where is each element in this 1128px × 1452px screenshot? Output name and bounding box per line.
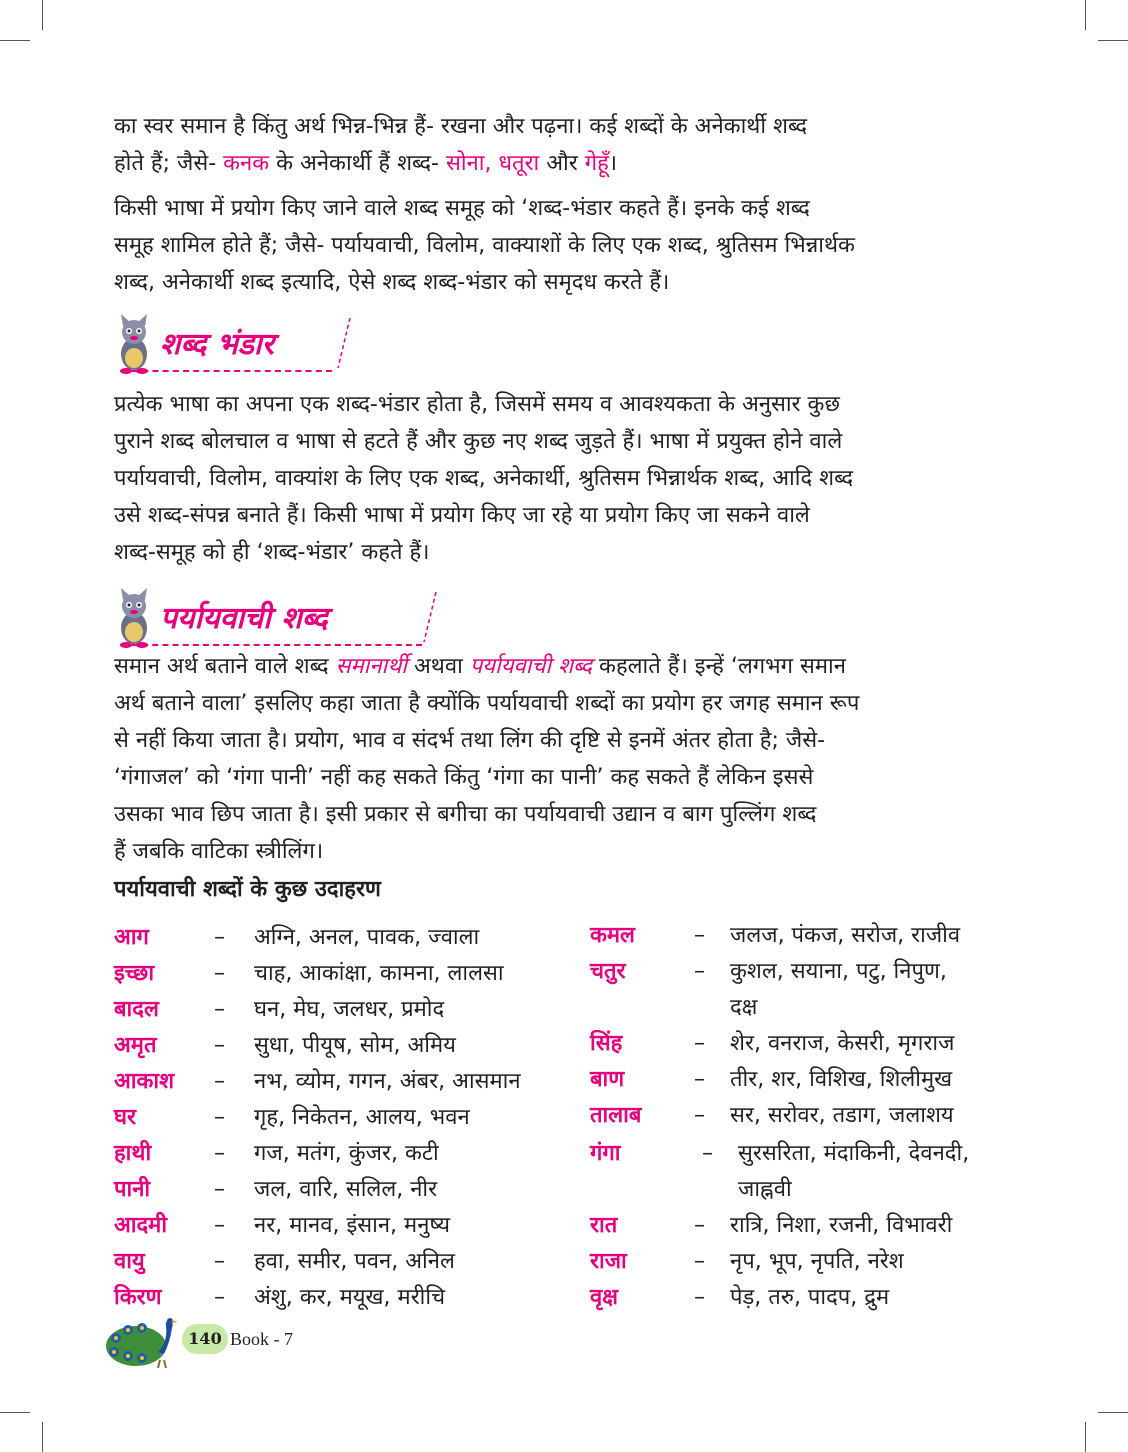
synonym-dash: – [694, 959, 705, 984]
text-line: किसी भाषा में प्रयोग किए जाने वाले शब्द समूह को ‘शब्द-भंडार कहते हैं। इनके कई शब्द [114, 196, 810, 221]
text-line: अर्थ बताने वाला’ इसलिए कहा जाता है क्योंकि पर्यायवाची शब्दों का प्रयोग हर जगह समान रूप [114, 691, 860, 716]
synonym-meaning: जल, वारि, सलिल, नीर [254, 1177, 438, 1202]
synonym-dash: – [214, 1177, 225, 1202]
heading-slash-decoration [334, 314, 354, 372]
synonym-meaning: घन, मेघ, जलधर, प्रमोद [254, 997, 445, 1022]
synonym-word: पानी [114, 1177, 151, 1202]
text-line: ‘गंगाजल’ को ‘गंगा पानी’ नहीं कह सकते किंतु ‘गंगा का पानी’ कह सकते हैं लेकिन इससे [114, 765, 814, 790]
text-line: से नहीं किया जाता है। प्रयोग, भाव व संदर्भ तथा लिंग की दृष्टि से इनमें अंतर होता है; जैसे- [114, 728, 826, 753]
synonym-dash: – [214, 1213, 225, 1238]
peacock-icon [102, 1312, 186, 1370]
synonym-dash: – [694, 1103, 705, 1128]
synonym-dash: – [694, 1067, 705, 1092]
heading-text: पर्यायवाची शब्द [160, 601, 328, 636]
text-line: समान अर्थ बताने वाले शब्द समानार्थी अथवा पर्यायवाची शब्द कहलाते हैं। इन्हें ‘लगभग समान [114, 654, 846, 679]
synonym-word: चतुर [590, 959, 626, 984]
section-heading-vocabulary [112, 314, 352, 374]
synonym-meaning: अंशु, कर, मयूख, मरीचि [254, 1285, 446, 1310]
text-line: होते हैं; जैसे- कनक के अनेकार्थी हैं शब्द- सोना, धतूरा और गेहूँ। [114, 151, 618, 176]
crop-mark [42, 1422, 43, 1452]
synonym-meaning: सुरसरिता, मंदाकिनी, देवनदी, [738, 1141, 970, 1166]
crop-mark [0, 40, 30, 41]
synonym-dash: – [702, 1141, 713, 1166]
crop-mark [0, 1412, 30, 1413]
synonym-word: राजा [590, 1249, 627, 1274]
synonym-meaning: हवा, समीर, पवन, अनिल [254, 1249, 455, 1274]
synonym-word: बादल [114, 997, 159, 1022]
synonym-word: सिंह [590, 1031, 623, 1056]
synonym-meaning: शेर, वनराज, केसरी, मृगराज [730, 1031, 955, 1056]
text-line: का स्वर समान है किंतु अर्थ भिन्न-भिन्न हैं- रखना और पढ़ना। कई शब्दों के अनेकार्थी शब्द [114, 114, 807, 139]
intro-paragraph [114, 108, 1014, 182]
crop-mark [1085, 0, 1086, 30]
examples-heading: पर्यायवाची शब्दों के कुछ उदाहरण [114, 877, 381, 902]
heading-slash-decoration [420, 588, 440, 646]
synonym-word: वायु [114, 1249, 145, 1274]
synonym-word: वृक्ष [590, 1285, 619, 1310]
text-line: हैं जबकि वाटिका स्त्रीलिंग। [114, 839, 324, 864]
book-label: Book - 7 [230, 1329, 293, 1349]
synonym-word: रात [590, 1213, 618, 1238]
synonym-meaning: नर, मानव, इंसान, मनुष्य [254, 1213, 450, 1238]
synonym-word: गंगा [590, 1141, 621, 1166]
highlight-word: समानार्थी [335, 654, 407, 679]
synonym-word: आदमी [114, 1213, 168, 1238]
synonym-meaning: सर, सरोवर, तडाग, जलाशय [730, 1103, 954, 1128]
synonym-meaning: पेड़, तरु, पादप, द्रुम [730, 1285, 890, 1310]
highlight-word: सोना, धतूरा [445, 151, 540, 176]
synonym-dash: – [214, 1249, 225, 1274]
section-heading-synonyms [112, 588, 442, 648]
synonym-meaning: जलज, पंकज, सरोज, राजीव [730, 923, 961, 948]
vocabulary-paragraph [114, 386, 1014, 571]
heading-text: शब्द भंडार [160, 327, 274, 362]
synonym-dash: – [214, 1033, 225, 1058]
synonym-word: कमल [590, 923, 635, 948]
heading-underline [132, 370, 332, 372]
crop-mark [1098, 1412, 1128, 1413]
synonym-word: आग [114, 925, 149, 950]
synonym-meaning: तीर, शर, विशिख, शिलीमुख [730, 1067, 953, 1092]
synonym-word: अमृत [114, 1033, 157, 1058]
synonym-dash: – [214, 1105, 225, 1130]
text-line: उसका भाव छिप जाता है। इसी प्रकार से बगीचा का पर्यायवाची उद्यान व बाग पुल्लिंग शब्द [114, 802, 817, 827]
highlight-word: कनक [223, 151, 270, 176]
vocabulary-intro-paragraph [114, 190, 1014, 301]
synonym-word: घर [114, 1105, 137, 1130]
synonym-dash: – [694, 1031, 705, 1056]
synonym-dash: – [214, 1069, 225, 1094]
synonym-meaning: अग्नि, अनल, पावक, ज्वाला [254, 925, 480, 950]
synonym-meaning: रात्रि, निशा, रजनी, विभावरी [730, 1213, 953, 1238]
synonym-meaning: गृह, निकेतन, आलय, भवन [254, 1105, 470, 1130]
crop-mark [42, 0, 43, 30]
heading-underline [132, 644, 422, 646]
synonym-dash: – [214, 1285, 225, 1310]
synonym-word: आकाश [114, 1069, 175, 1094]
synonym-meaning: नृप, भूप, नृपति, नरेश [730, 1249, 904, 1274]
synonym-word: इच्छा [114, 961, 155, 986]
synonym-meaning: गज, मतंग, कुंजर, कटी [254, 1141, 439, 1166]
cat-mascot-icon [112, 588, 156, 648]
text-line: समूह शामिल होते हैं; जैसे- पर्यायवाची, विलोम, वाक्याशों के लिए एक शब्द, श्रुतिसम भिन्नार्थक [114, 233, 855, 258]
synonym-dash: – [694, 1213, 705, 1238]
text-line: शब्द, अनेकार्थी शब्द इत्यादि, ऐसे शब्द शब्द-भंडार को समृदध करते हैं। [114, 270, 670, 295]
synonym-dash: – [214, 925, 225, 950]
highlight-word: गेहूँ [584, 151, 609, 176]
text-line: पर्यायवाची, विलोम, वाक्यांश के लिए एक शब्द, अनेकार्थी, श्रुतिसम भिन्नार्थक शब्द, आदि शब्द [114, 466, 854, 491]
crop-mark [1098, 40, 1128, 41]
synonym-word: किरण [114, 1285, 162, 1310]
text-line: प्रत्येक भाषा का अपना एक शब्द-भंडार होता है, जिसमें समय व आवश्यकता के अनुसार कुछ [114, 392, 840, 417]
synonym-meaning: दक्ष [730, 995, 758, 1020]
synonym-dash: – [694, 1249, 705, 1274]
synonym-dash: – [214, 961, 225, 986]
synonym-dash: – [214, 997, 225, 1022]
synonym-word: हाथी [114, 1141, 152, 1166]
synonym-meaning: नभ, व्योम, गगन, अंबर, आसमान [254, 1069, 521, 1094]
synonym-word: बाण [590, 1067, 625, 1092]
synonym-dash: – [214, 1141, 225, 1166]
synonyms-paragraph [114, 648, 1014, 870]
highlight-word: पर्यायवाची शब्द [469, 654, 593, 679]
cat-mascot-icon [112, 314, 156, 374]
synonym-dash: – [694, 923, 705, 948]
synonym-dash: – [694, 1285, 705, 1310]
text-line: उसे शब्द-संपन्न बनाते हैं। किसी भाषा में प्रयोग किए जा रहे या प्रयोग किए जा सकने वाले [114, 503, 810, 528]
synonym-meaning: कुशल, सयाना, पटु, निपुण, [730, 959, 947, 984]
synonym-meaning: सुधा, पीयूष, सोम, अमिय [254, 1033, 456, 1058]
text-line: पुराने शब्द बोलचाल व भाषा से हटते हैं और कुछ नए शब्द जुड़ते हैं। भाषा में प्रयुक्त होने वाले [114, 429, 843, 454]
page-number: 140 [182, 1324, 228, 1354]
synonym-word: तालाब [590, 1103, 642, 1128]
synonym-meaning: जाह्नवी [738, 1177, 792, 1202]
text-line: शब्द-समूह को ही ‘शब्द-भंडार’ कहते हैं। [114, 540, 430, 565]
synonym-meaning: चाह, आकांक्षा, कामना, लालसा [254, 961, 504, 986]
crop-mark [1085, 1422, 1086, 1452]
